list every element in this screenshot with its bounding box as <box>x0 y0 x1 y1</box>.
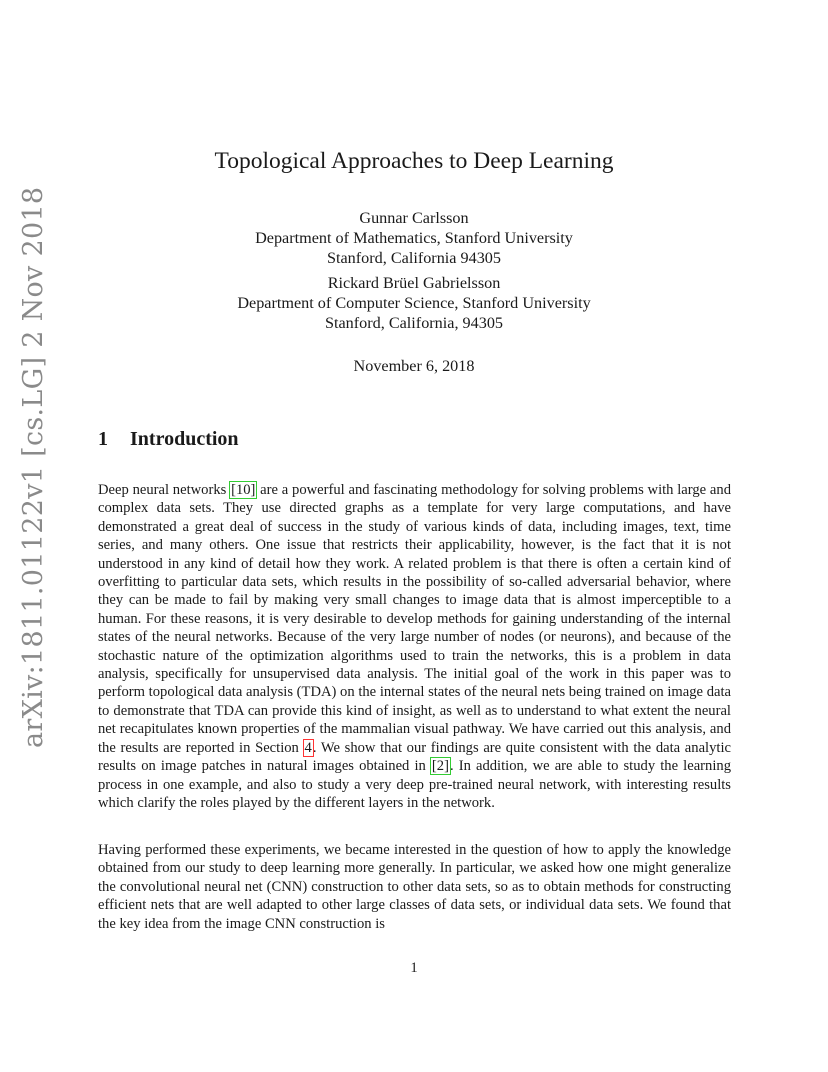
citation-link[interactable]: [10] <box>231 482 256 498</box>
author-name: Rickard Brüel Gabrielsson <box>327 274 501 292</box>
page-number: 1 <box>410 960 418 976</box>
author-address: Stanford, California, 94305 <box>324 314 504 332</box>
paragraph-text: . We show that our findings are quite consistent with the data analytic results on image patches in natural images obtained in <box>98 739 731 775</box>
paragraph-text: . In addition, we are able to study the learning process in one example, and also to study a very deep pre-trained neural network, with interesting results which clarify the roles played by the different layers in the network. <box>98 758 731 811</box>
author-address: Stanford, California 94305 <box>327 249 501 267</box>
author-department: Department of Mathematics, Stanford University <box>255 229 573 247</box>
section-number: 1 <box>98 428 108 450</box>
section-reference-link[interactable]: 4 <box>304 739 312 756</box>
section-title: Introduction <box>130 428 239 450</box>
paper-title: Topological Approaches to Deep Learning <box>214 148 614 174</box>
paragraph-text: are a powerful and fascinating methodology for solving problems with large and complex data sets. They use directed graphs as a template for very large computations, and have demonstrated a great deal of success in the study of various kinds of data, including images, text, time series, and many others. One issue that restricts their applicability, however, is the fact that it is not understood in any kind of detail how they work. A related problem is that there is often a certain kind of overfitting to particular data sets, which results in the possibility of so-called adversarial behavior, where they can be made to fail by making very small changes to image data that is almost imperceptible to a human. For these reasons, it is very desirable to develop methods for gaining understanding of the internal states of the neural networks. Because of the very large number of nodes (or neurons), and because of the stochastic nature of the optimization algorithms used to train the networks, this is a problem in data analysis, specifically for unsupervised data analysis. The initial goal of the work in this paper was to perform topological data analysis (TDA) on the internal states of the neural nets being trained on image data to demonstrate that TDA can provide this kind of insight, as well as to understand to what extent the neural net recapitulates known properties of the mammalian visual pathway. We have carried out this analysis, and the results are reported in Section <box>98 482 731 756</box>
author-2 <box>0 273 828 333</box>
section-heading <box>98 428 239 451</box>
author-department: Department of Computer Science, Stanford University <box>237 294 591 312</box>
author-1 <box>0 208 828 268</box>
citation-link[interactable]: [2] <box>431 758 449 775</box>
paragraph-intro-1 <box>98 481 731 812</box>
author-block <box>0 208 828 338</box>
paper-date: November 6, 2018 <box>353 357 475 375</box>
author-name: Gunnar Carlsson <box>359 209 469 227</box>
paragraph-intro-2: Having performed these experiments, we became interested in the question of how to apply the knowledge obtained from our study to deep learning more generally. In particular, we asked how one might generalize the convolutional neural net (CNN) construction to other data sets, so as to obtain methods for constructing efficient nets that are well adapted to other large classes of data sets, or individual data sets. We found that the key idea from the image CNN construction is <box>98 842 731 932</box>
paragraph-text: Deep neural networks <box>98 482 231 498</box>
arxiv-side-stamp: arXiv:1811.01122v1 [cs.LG] 2 Nov 2018 <box>18 186 49 748</box>
